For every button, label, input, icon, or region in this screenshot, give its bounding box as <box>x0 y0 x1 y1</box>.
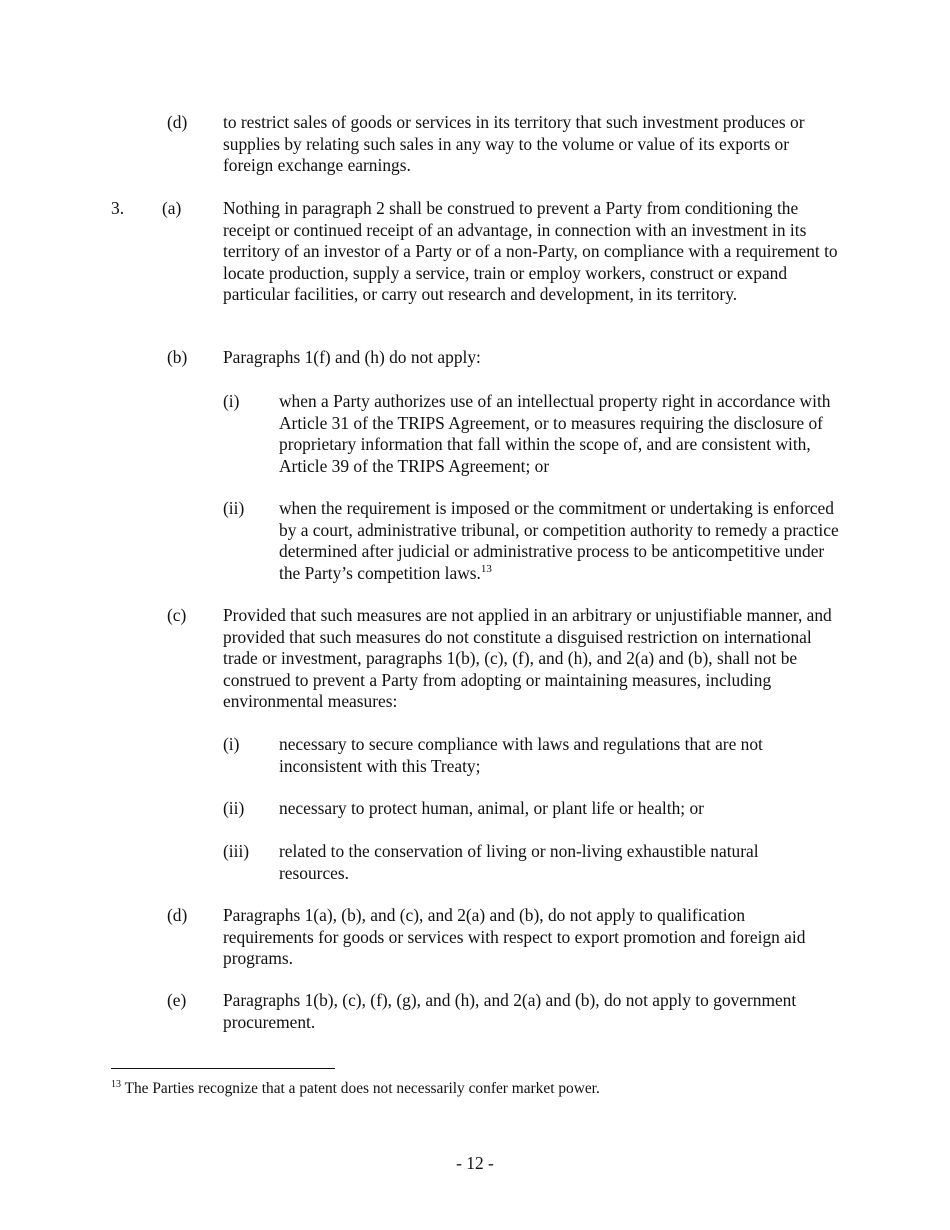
subitem-text-body: when the requirement is imposed or the commitment or undertaking is enforced by a court, administrative tribunal, or competition authority to remedy a practice determined after judicial or administrative process to be anticompetitive under the Party’s competition laws. <box>279 498 839 583</box>
page-number: - 12 - <box>456 1153 494 1173</box>
subitem-text <box>279 498 841 584</box>
item-label: (e) <box>167 990 187 1010</box>
subitem-text: necessary to protect human, animal, or plant life or health; or <box>279 798 704 818</box>
item-text: Paragraphs 1(f) and (h) do not apply: <box>223 347 481 367</box>
subitem-label: (ii) <box>223 798 245 818</box>
item-text: Paragraphs 1(a), (b), and (c), and 2(a) and (b), do not apply to qualification requirements for goods or services with respect to export promotion and foreign aid programs. <box>223 905 806 968</box>
subitem-label: (ii) <box>223 498 245 518</box>
item-text: to restrict sales of goods or services in its territory that such investment produces or supplies by relating such sales in any way to the volume or value of its exports or foreign exchange earnings. <box>223 112 805 175</box>
item-text: Paragraphs 1(b), (c), (f), (g), and (h), and 2(a) and (b), do not apply to government procurement. <box>223 990 797 1032</box>
paragraph-number: 3. <box>111 198 125 218</box>
item-label: (d) <box>167 112 188 132</box>
footnote-text: The Parties recognize that a patent does not necessarily confer market power. <box>124 1080 600 1097</box>
subitem-text: related to the conservation of living or non-living exhaustible natural resources. <box>279 841 759 883</box>
item-text: Provided that such measures are not applied in an arbitrary or unjustifiable manner, and provided that such measures do not constitute a disguised restriction on international trade or investment, paragraphs 1(b), (c), (f), and (h), and 2(a) and (b), shall not be construed to prevent a Party from adopting or maintaining measures, including environmental measures: <box>223 605 832 711</box>
subitem-text: when a Party authorizes use of an intellectual property right in accordance with Article 31 of the TRIPS Agreement, or to measures requiring the disclosure of proprietary information that fall within the scope of, and are consistent with, Article 39 of the TRIPS Agreement; or <box>279 391 831 476</box>
footnote-divider <box>111 1068 335 1069</box>
item-label: (a) <box>162 198 182 218</box>
subitem-label: (i) <box>223 734 240 754</box>
item-label: (c) <box>167 605 187 625</box>
subitem-text: necessary to secure compliance with laws and regulations that are not inconsistent with this Treaty; <box>279 734 763 776</box>
footnote <box>111 1079 600 1098</box>
item-label: (d) <box>167 905 188 925</box>
footnote-reference: 13 <box>480 562 492 575</box>
item-label: (b) <box>167 347 188 367</box>
subitem-label: (i) <box>223 391 240 411</box>
subitem-label: (iii) <box>223 841 250 861</box>
item-text: Nothing in paragraph 2 shall be construed to prevent a Party from conditioning the receipt or continued receipt of an advantage, in connection with an investment in its territory of an investor of a Party or of a non-Party, on compliance with a requirement to locate production, supply a service, train or employ workers, construct or expand particular facilities, or carry out research and development, in its territory. <box>223 198 838 304</box>
footnote-number: 13 <box>111 1079 121 1090</box>
